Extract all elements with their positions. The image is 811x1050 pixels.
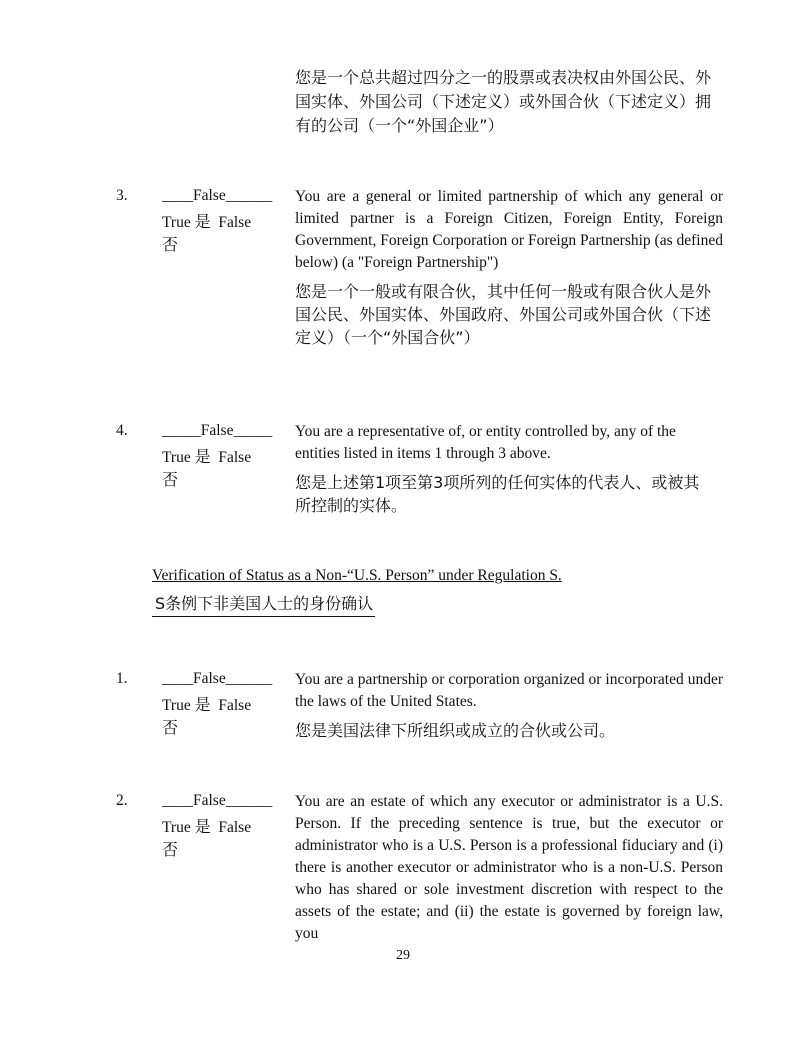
true-label: True: [162, 214, 191, 231]
item-text: [295, 791, 723, 945]
item-text-en: You are an estate of which any executor or administrator is a U.S. Person. If the preceding sentence is true, but the executor or administrator who is a U.S. Person is a professional fiduciary and (i) there is another executor or administrator who is a non-U.S. Person who has shared or sole investment discretion with respect to the assets of the estate; and (ii) the estate is governed by foreign law, you: [295, 793, 723, 942]
item-number: 4.: [116, 422, 128, 439]
section-heading-cn: S条例下非美国人士的身份确认: [152, 591, 375, 617]
page-number: 29: [396, 948, 410, 963]
item-number: 1.: [116, 670, 128, 687]
item-number: 2.: [116, 792, 128, 809]
item-number: 3.: [116, 187, 128, 204]
item-text-en: You are a partnership or corporation organized or incorporated under the laws of the United States.: [295, 671, 723, 710]
section-heading: [152, 567, 562, 617]
yes-label-cn: 是: [194, 817, 211, 836]
item-text: [295, 669, 723, 742]
item-text-en: You are a general or limited partnership of which any general or limited partner is a Foreign Citizen, Foreign Entity, Foreign Government, Foreign Corporation or Foreign Partnership (as defined below) (a "Foreign Partnership"): [295, 188, 723, 271]
answer-box: [162, 792, 280, 862]
no-label-cn: 否: [162, 840, 179, 859]
item-text-cn: 您是一个一般或有限合伙，其中任何一般或有限合伙人是外国公民、外国实体、外国政府、外国公司或外国合伙（下述定义）（一个“外国合伙”）: [295, 282, 712, 347]
true-false-options: [162, 211, 280, 257]
item-text: [295, 421, 705, 517]
false-label: False: [218, 214, 252, 231]
answer-box: [162, 670, 280, 740]
yes-label-cn: 是: [194, 447, 211, 466]
no-label-cn: 否: [162, 470, 179, 489]
true-label: True: [162, 819, 191, 836]
false-label: False: [218, 449, 252, 466]
answer-line[interactable]: ____False______: [162, 187, 273, 204]
false-label: False: [218, 819, 252, 836]
yes-label-cn: 是: [194, 695, 211, 714]
yes-label-cn: 是: [194, 212, 211, 231]
answer-box: [162, 187, 280, 257]
false-label: False: [218, 697, 252, 714]
no-label-cn: 否: [162, 235, 179, 254]
item-text-cn: 您是上述第1项至第3项所列的任何实体的代表人、或被其所控制的实体。: [295, 473, 700, 515]
item-text: [295, 186, 723, 349]
true-label: True: [162, 449, 191, 466]
item-text-cn: 您是美国法律下所组织或成立的合伙或公司。: [295, 721, 616, 740]
true-false-options: [162, 816, 280, 862]
answer-box: [162, 422, 280, 492]
answer-line[interactable]: ____False______: [162, 670, 273, 687]
answer-line[interactable]: ____False______: [162, 792, 273, 809]
section-heading-en: Verification of Status as a Non-“U.S. Person” under Regulation S.: [152, 567, 562, 584]
true-label: True: [162, 697, 191, 714]
no-label-cn: 否: [162, 718, 179, 737]
answer-line[interactable]: _____False_____: [162, 422, 273, 439]
true-false-options: [162, 694, 280, 740]
item-text-en: You are a representative of, or entity controlled by, any of the entities listed in items 1 through 3 above.: [295, 423, 676, 462]
true-false-options: [162, 446, 280, 492]
intro-cn-paragraph: 您是一个总共超过四分之一的股票或表决权由外国公民、外国实体、外国公司（下述定义）或外国合伙（下述定义）拥有的公司（一个“外国企业”）: [295, 68, 712, 135]
